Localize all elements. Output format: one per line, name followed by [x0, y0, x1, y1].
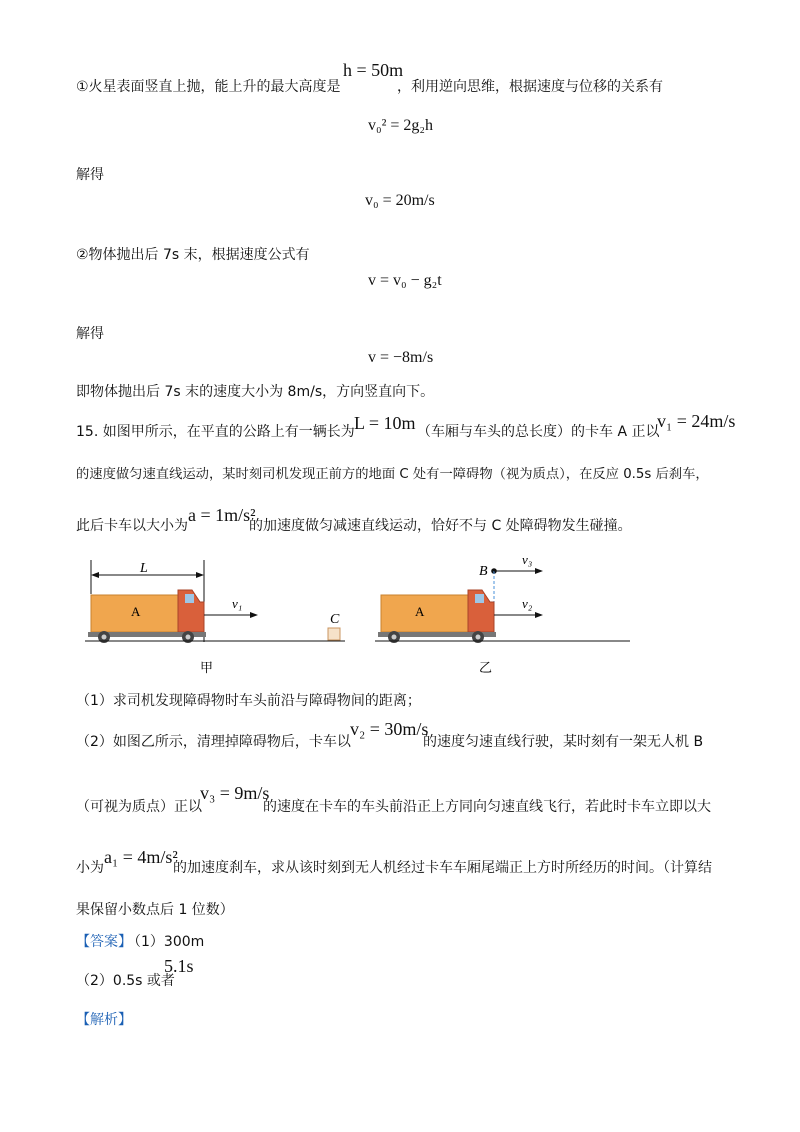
- v3-label: v₃: [522, 552, 533, 567]
- question-2-g: 果保留小数点后 1 位数）: [76, 902, 234, 918]
- front-hub: [476, 635, 481, 640]
- a-formula: a = 1m/s²: [188, 505, 256, 525]
- a1-formula: a₁ = 4m/s²: [104, 847, 178, 867]
- front-hub: [186, 635, 191, 640]
- answer-2-prefix: （2）0.5s 或者: [76, 973, 175, 989]
- rear-hub: [392, 635, 397, 640]
- answer-2-value: 5.1s: [164, 956, 194, 976]
- cab-window: [475, 594, 484, 603]
- v2-arrowhead: [535, 612, 543, 618]
- answer-1: （1）300m: [127, 934, 205, 950]
- question-2-e: 小为: [76, 860, 104, 876]
- question-2-c: （可视为质点）正以: [76, 799, 202, 815]
- cargo-box: [381, 595, 468, 632]
- equation-2: v₀ = 20m/s: [365, 192, 435, 209]
- truck-jia: [88, 590, 206, 643]
- v1-label: v₁: [232, 596, 243, 611]
- v3-arrowhead: [535, 568, 543, 574]
- solve-label-2: 解得: [76, 326, 104, 342]
- question-2-a: （2）如图乙所示，清理掉障碍物后，卡车以: [76, 734, 351, 750]
- drone-B-label: B: [479, 564, 488, 579]
- obstacle-C: [328, 628, 340, 640]
- problem-line3-a: 此后卡车以大小为: [76, 518, 188, 534]
- cab-window: [185, 594, 194, 603]
- answer-tag: 【答案】: [76, 934, 132, 950]
- equation-4: v = −8m/s: [368, 349, 434, 366]
- analysis-tag: 【解析】: [76, 1012, 132, 1028]
- conclusion: 即物体抛出后 7s 末的速度大小为 8m/s，方向竖直向下。: [76, 384, 435, 400]
- caption-yi: 乙: [479, 660, 493, 675]
- solve-label-1: 解得: [76, 167, 104, 183]
- v1-formula: v₁ = 24m/s: [657, 411, 736, 431]
- para1-suffix: ，利用逆向思维，根据速度与位移的关系有: [397, 79, 663, 95]
- equation-1: v₀² = 2g₂h: [368, 117, 433, 134]
- v2-label: v₂: [522, 596, 533, 611]
- question-2-d: 的速度在卡车的车头前沿正上方同向匀速直线飞行，若此时卡车立即以大: [263, 799, 711, 815]
- problem-line3-b: 的加速度做匀减速直线运动，恰好不与 C 处障碍物发生碰撞。: [249, 518, 632, 534]
- v3-formula: v₃ = 9m/s: [200, 783, 270, 803]
- L-formula: L = 10m: [354, 413, 416, 433]
- problem-line2: 的速度做匀速直线运动，某时刻司机发现正前方的地面 C 处有一障碍物（视为质点），在反应 0.5s 后刹车，: [76, 467, 709, 482]
- problem-line1-b: （车厢与车头的总长度）的卡车 A 正以: [417, 424, 660, 440]
- question-2-b: 的速度匀速直线行驶，某时刻有一架无人机 B: [423, 734, 704, 750]
- h-formula: h = 50m: [343, 60, 404, 80]
- equation-3: v = v₀ − g₂t: [368, 272, 442, 289]
- figure-jia: [80, 550, 380, 680]
- question-1: （1）求司机发现障碍物时车头前沿与障碍物间的距离；: [76, 693, 421, 709]
- question-2-f: 的加速度刹车，求从该时刻到无人机经过卡车车厢尾端正上方时所经历的时间。（计算结: [173, 860, 712, 876]
- truck-label-A-jia: A: [131, 604, 141, 619]
- v1-arrowhead: [250, 612, 258, 618]
- caption-jia: 甲: [200, 660, 214, 675]
- rear-hub: [102, 635, 107, 640]
- obstacle-label: C: [330, 612, 340, 627]
- L-arrow-left: [91, 572, 99, 578]
- L-arrow-right: [196, 572, 204, 578]
- para2: ②物体抛出后 7s 末，根据速度公式有: [76, 247, 310, 263]
- figure-yi: [370, 550, 640, 680]
- problem-line1-a: 15. 如图甲所示，在平直的公路上有一辆长为: [76, 424, 355, 440]
- L-label: L: [140, 561, 148, 576]
- v2-formula: v₂ = 30m/s: [350, 719, 429, 739]
- truck-yi: [378, 590, 496, 643]
- para1-prefix: ①火星表面竖直上抛，能上升的最大高度是: [76, 79, 341, 95]
- truck-label-A-yi: A: [415, 604, 425, 619]
